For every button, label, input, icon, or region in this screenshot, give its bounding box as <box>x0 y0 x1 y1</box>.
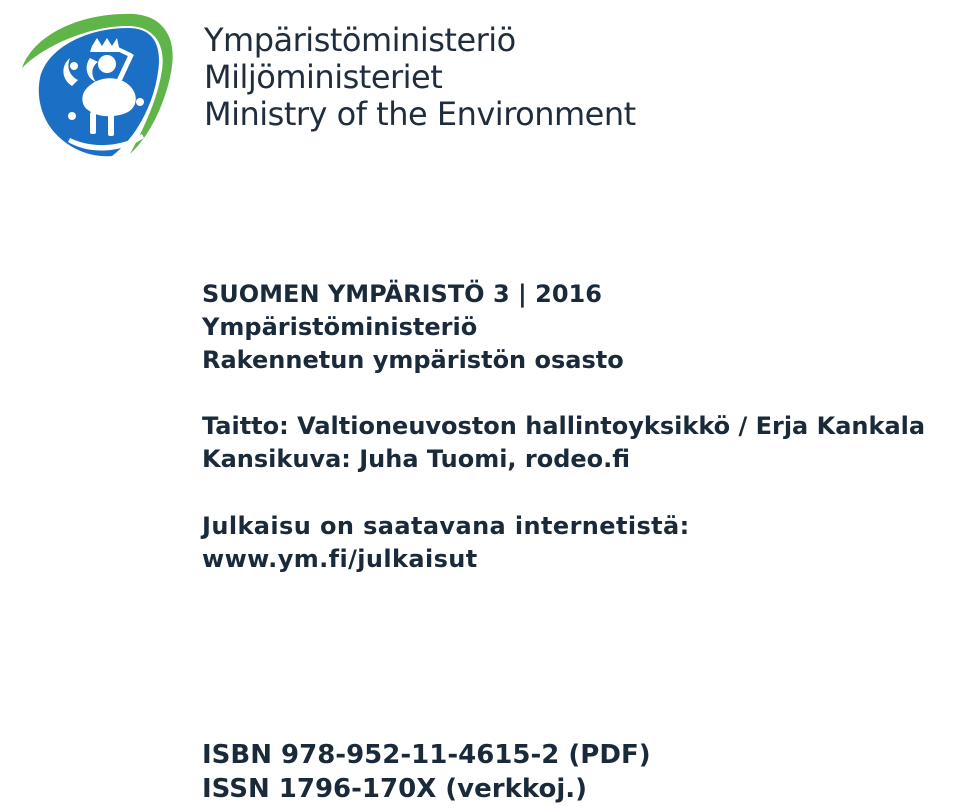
logo-name-finnish: Ympäristöministeriö <box>204 21 516 59</box>
layout-credit: Taitto: Valtioneuvoston hallintoyksikkö / Erja Kankala <box>202 412 926 440</box>
ministry-name-lockup <box>204 22 636 133</box>
series-department: Rakennetun ympäristön osasto <box>202 346 624 374</box>
cover-credit: Kansikuva: Juha Tuomi, rodeo.fi <box>202 445 631 473</box>
issn-number: ISSN 1796-170X (verkkoj.) <box>202 774 587 804</box>
series-ministry: Ympäristöministeriö <box>202 313 478 341</box>
logo-name-swedish: Miljöministeriet <box>204 58 443 96</box>
isbn-number: ISBN 978-952-11-4615-2 (PDF) <box>202 740 651 770</box>
availability-text: Julkaisu on saatavana internetistä: <box>202 512 690 540</box>
identifiers <box>202 738 651 806</box>
series-info <box>202 278 624 377</box>
series-title: SUOMEN YMPÄRISTÖ 3 | 2016 <box>202 280 602 308</box>
credits <box>202 410 925 476</box>
availability-info <box>202 510 690 576</box>
logo-name-english: Ministry of the Environment <box>204 95 636 133</box>
ministry-emblem-logo <box>12 6 180 162</box>
publications-url: www.ym.fi/julkaisut <box>202 545 478 573</box>
